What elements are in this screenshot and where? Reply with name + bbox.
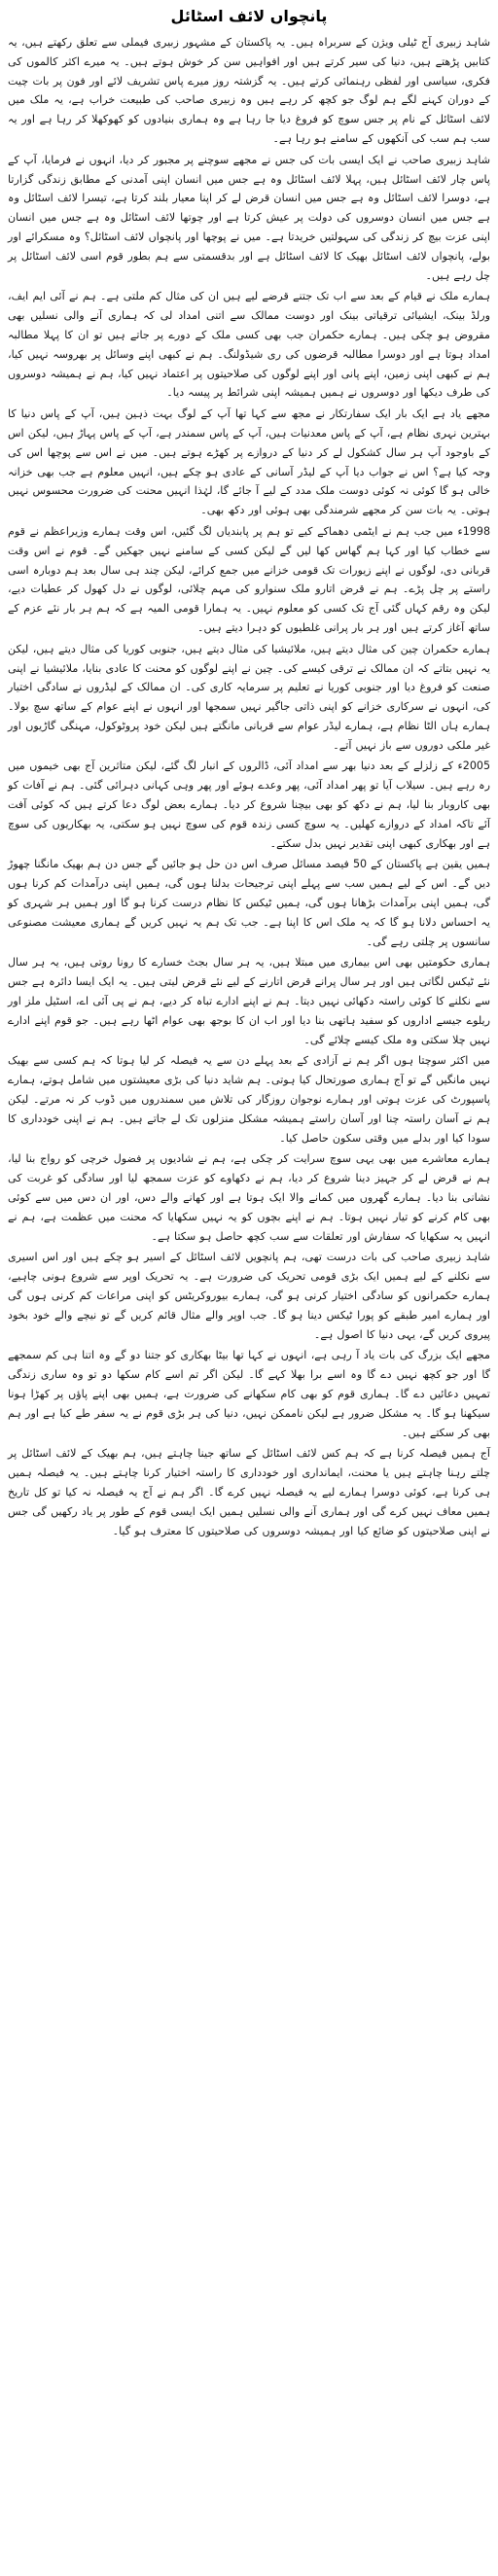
- article-paragraph: ہمیں یقین ہے پاکستان کے 50 فیصد مسائل صرف اس دن حل ہو جائیں گے جس دن ہم بھیک مانگنا چھوڑ دیں گے۔ اس کے لیے ہمیں سب سے پہلے اپنی ترجیحات بدلنا ہوں گی، ہمیں اپنی درآمدات کم کرنا ہوں گی، ہمیں اپنی برآمدات بڑھانا ہوں گی، ہمیں ٹیکس کا نظام درست کرنا ہو گا اور ہمیں ہر شہری کو یہ احساس دلانا ہو گا کہ یہ ملک اس کا اپنا ہے۔ جب تک ہم یہ نہیں کریں گے ہماری معیشت مصنوعی سانسوں پر چلتی رہے گی۔: [8, 858, 490, 948]
- article-paragraph: 2005ء کے زلزلے کے بعد دنیا بھر سے امداد آئی، ڈالروں کے انبار لگ گئے، لیکن متاثرین آج بھی خیموں میں رہ رہے ہیں۔ سیلاب آیا تو پھر امداد آئی، پھر وعدے ہوئے اور پھر وہی کہانی دہرائی گئی۔ ہم نے آفات کو بھی کاروبار بنا لیا، ہم نے دکھ کو بھی بیچنا شروع کر دیا۔ ہمارے بعض لوگ دعا کرتے ہیں کہ کوئی آفت آئے تاکہ امداد کے دروازے کھلیں۔ یہ سوچ کسی زندہ قوم کی سوچ نہیں ہو سکتی، یہ بھکاریوں کی سوچ ہے اور بھکاری کبھی اپنی تقدیر نہیں بدل سکتے۔: [8, 759, 490, 850]
- article-paragraph: مجھے ایک بزرگ کی بات یاد آ رہی ہے، انہوں نے کہا تھا بیٹا بھکاری کو جتنا دو گے وہ اتنا ہی کم سمجھے گا اور جو کچھ نہیں دے گا وہ اسے برا بھلا کہے گا۔ لیکن اگر تم اسے کام سکھا دو تو وہ ساری زندگی تمہیں دعائیں دے گا۔ ہماری قوم کو بھی کام سکھانے کی ضرورت ہے، ہمیں بھی اپنے پاؤں پر کھڑا ہونا سیکھنا ہو گا۔ یہ مشکل ضرور ہے لیکن ناممکن نہیں، دنیا کی ہر بڑی قوم نے یہ سفر طے کیا ہے اور ہم بھی کر سکتے ہیں۔: [8, 1349, 490, 1439]
- article-paragraph: مجھے یاد ہے ایک بار ایک سفارتکار نے مجھ سے کہا تھا آپ کے لوگ بہت ذہین ہیں، آپ کے پاس دنیا کا بہترین نہری نظام ہے، آپ کے پاس معدنیات ہیں، آپ کے پاس سمندر ہے، آپ کے پاس پہاڑ ہیں، لیکن اس کے باوجود آپ ہر سال کشکول لے کر دنیا کے دروازے پر کھڑے ہوتے ہیں۔ میں نے اس سے پوچھا اس کی وجہ کیا ہے؟ اس نے جواب دیا آپ کے لیڈر آسانی کے عادی ہو چکے ہیں، انہیں معلوم ہے جب بھی خزانہ خالی ہو گا کوئی نہ کوئی دوست ملک مدد کے لیے آ جائے گا، لہٰذا انہیں محنت کی ضرورت محسوس نہیں ہوتی۔ یہ بات سن کر مجھے شرمندگی بھی ہوئی اور دکھ بھی۔: [8, 407, 490, 517]
- article-paragraph: میں اکثر سوچتا ہوں اگر ہم نے آزادی کے بعد پہلے دن سے یہ فیصلہ کر لیا ہوتا کہ ہم کسی سے بھیک نہیں مانگیں گے تو آج ہماری صورتحال کیا ہوتی۔ ہم شاید دنیا کی بڑی معیشتوں میں شامل ہوتے، ہمارے پاسپورٹ کی عزت ہوتی اور ہمارے نوجوان روزگار کی تلاش میں سمندروں میں ڈوب کر نہ مرتے۔ لیکن ہم نے آسان راستہ چنا اور آسان راستے ہمیشہ مشکل منزلوں تک لے جاتے ہیں۔ ہم نے اپنی خودداری کا سودا کیا اور بدلے میں وقتی سکون حاصل کیا۔: [8, 1054, 491, 1145]
- article-paragraph: شاہد زبیری صاحب نے ایک ایسی بات کی جس نے مجھے سوچنے پر مجبور کر دیا، انہوں نے فرمایا، آپ کے پاس چار لائف اسٹائل ہیں، پہلا لائف اسٹائل وہ ہے جس میں انسان اپنی آمدنی کے مطابق زندگی گزارتا ہے، دوسرا لائف اسٹائل وہ ہے جس میں انسان قرض لے کر اپنا معیار بلند کرتا ہے، تیسرا لائف اسٹائل وہ ہے جس میں انسان دوسروں کی دولت پر عیش کرتا ہے اور چوتھا لائف اسٹائل وہ ہے جس میں انسان اپنی عزت بیچ کر زندگی کی سہولتیں خریدتا ہے۔ میں نے پوچھا اور پانچواں لائف اسٹائل؟ وہ مسکرائے اور بولے، پانچواں لائف اسٹائل بھیک کا لائف اسٹائل ہے اور بدقسمتی سے ہم بطور قوم اسی لائف اسٹائل پر چل رہے ہیں۔: [8, 153, 490, 282]
- article-paragraph: شاہد زبیری صاحب کی بات درست تھی، ہم پانچویں لائف اسٹائل کے اسیر ہو چکے ہیں اور اس اسیری سے نکلنے کے لیے ہمیں ایک بڑی قومی تحریک کی ضرورت ہے۔ یہ تحریک اوپر سے شروع ہونی چاہیے، ہمارے حکمرانوں کو سادگی اختیار کرنی ہو گی، ہمارے بیوروکریٹس کو اپنی مراعات کم کرنی ہوں گی اور ہمارے امیر طبقے کو پورا ٹیکس دینا ہو گا۔ جب اوپر والے مثال قائم کریں گے تو نیچے والے خود بخود پیروی کریں گے، یہی دنیا کا اصول ہے۔: [8, 1251, 490, 1341]
- article-paragraph: ہمارے معاشرے میں بھی یہی سوچ سرایت کر چکی ہے، ہم نے شادیوں پر فضول خرچی کو رواج بنا لیا، ہم نے قرض لے کر جہیز دینا شروع کر دیا، ہم نے دکھاوے کو عزت سمجھ لیا اور سادگی کو غربت کی نشانی بنا دیا۔ ہمارے گھروں میں کمانے والا ایک ہوتا ہے اور کھانے والے دس، اور ان دس میں سے کوئی بھی کام کرنے کو تیار نہیں ہوتا۔ ہم نے اپنے بچوں کو یہ نہیں سکھایا کہ محنت میں عظمت ہے، ہم نے انہیں یہ سکھایا کہ سفارش اور تعلقات سے سب کچھ حاصل ہو سکتا ہے۔: [8, 1152, 490, 1243]
- article-paragraph: شاہد زبیری آج ٹیلی ویژن کے سربراہ ہیں۔ یہ پاکستان کے مشہور زبیری فیملی سے تعلق رکھتے ہیں، یہ کتابیں پڑھتے ہیں، دنیا کی سیر کرتے ہیں اور افواہیں سن کر خوش ہوتے ہیں۔ یہ میرے اکثر کالموں کی فکری، سیاسی اور لفظی رہنمائی کرتے ہیں۔ یہ گزشتہ روز میرے پاس تشریف لائے اور فون پر بات چیت کے دوران کہنے لگے ہم لوگ جو کچھ کر رہے ہیں وہ زبیری صاحب کی طبیعت خراب ہے، یہ ملک میں لائف اسٹائل کے نام پر جس سوچ کو فروغ دیا جا رہا ہے وہ ہماری بنیادوں کو کھوکھلا کر رہا ہے اور یہ سب ہم سب کی آنکھوں کے سامنے ہو رہا ہے۔: [8, 36, 490, 145]
- article-body: [8, 33, 490, 1540]
- article-paragraph: آج ہمیں فیصلہ کرنا ہے کہ ہم کس لائف اسٹائل کے ساتھ جینا چاہتے ہیں، ہم بھیک کے لائف اسٹائل پر چلتے رہنا چاہتے ہیں یا محنت، ایمانداری اور خودداری کا راستہ اختیار کرنا چاہتے ہیں۔ یہ فیصلہ ہمیں ہی کرنا ہے، کوئی دوسرا ہمارے لیے یہ فیصلہ نہیں کرے گا۔ اگر ہم نے آج یہ فیصلہ نہ کیا تو کل تاریخ ہمیں معاف نہیں کرے گی اور ہماری آنے والی نسلیں ہمیں ایک ایسی قوم کے طور پر یاد رکھیں گی جس نے اپنی صلاحیتوں کو ضائع کیا اور ہمیشہ دوسروں کی صلاحیتوں کا معترف ہو گیا۔: [8, 1447, 490, 1537]
- article-paragraph: 1998ء میں جب ہم نے ایٹمی دھماکے کیے تو ہم پر پابندیاں لگ گئیں، اس وقت ہمارے وزیراعظم نے قوم سے خطاب کیا اور کہا ہم گھاس کھا لیں گے لیکن کسی کے سامنے نہیں جھکیں گے۔ قوم نے اس وقت قربانی دی، لوگوں نے اپنے زیورات تک قومی خزانے میں جمع کرائے، لیکن چند ہی سال بعد ہم دوبارہ اسی راستے پر چل پڑے۔ ہم نے قرض اتارو ملک سنوارو کی مہم چلائی، لوگوں نے دل کھول کر عطیات دیے، لیکن وہ رقم کہاں گئی آج تک کسی کو معلوم نہیں۔ یہ ہمارا قومی المیہ ہے کہ ہم ہر بار نئے عزم کے ساتھ آغاز کرتے ہیں اور ہر بار پرانی غلطیوں کو دہرا دیتے ہیں۔: [8, 524, 490, 634]
- article-title: پانچواں لائف اسٹائل: [170, 7, 328, 25]
- article-paragraph: ہمارے حکمران چین کی مثال دیتے ہیں، ملائیشیا کی مثال دیتے ہیں، جنوبی کوریا کی مثال دیتے ہیں، لیکن یہ نہیں بتاتے کہ ان ممالک نے ترقی کیسے کی۔ چین نے اپنے لوگوں کو محنت کا عادی بنایا، ملائیشیا نے اپنی صنعت کو فروغ دیا اور جنوبی کوریا نے تعلیم پر سرمایہ کاری کی۔ ان ممالک کے لیڈروں نے سادگی اختیار کی، انہوں نے سرکاری خزانے کو اپنی ذاتی جاگیر نہیں سمجھا اور انہوں نے اپنے عوام کے ساتھ سچ بولا۔ ہمارے ہاں الٹا نظام ہے، ہمارے لیڈر عوام سے قربانی مانگتے ہیں لیکن خود پروٹوکول، مہنگی گاڑیوں اور غیر ملکی دوروں سے باز نہیں آتے۔: [8, 642, 490, 752]
- article-paragraph: ہمارے ملک نے قیام کے بعد سے اب تک جتنے قرضے لیے ہیں ان کی مثال کم ملتی ہے۔ ہم نے آئی ایم ایف، ورلڈ بینک، ایشیائی ترقیاتی بینک اور دوست ممالک سے اتنی امداد لی کہ ہماری آنے والی نسلیں بھی مقروض ہو چکی ہیں۔ ہمارے حکمران جب بھی کسی ملک کے دورے پر جاتے ہیں تو ان کا پہلا مطالبہ امداد ہوتا ہے اور دوسرا مطالبہ قرضوں کی ری شیڈولنگ۔ ہم نے کبھی اپنے وسائل پر بھروسہ نہیں کیا، ہم نے کبھی اپنی زمین، اپنے پانی اور اپنے لوگوں کی صلاحیتوں پر اعتماد نہیں کیا، ہم نے ہمیشہ دوسروں کی طرف دیکھا اور دوسروں نے ہمیں ہمیشہ اپنی شرائط پر پیسہ دیا۔: [8, 290, 490, 400]
- article-paragraph: ہماری حکومتیں بھی اس بیماری میں مبتلا ہیں، یہ ہر سال بجٹ خسارے کا رونا روتی ہیں، یہ ہر سال نئے ٹیکس لگاتی ہیں اور ہر سال پرانے قرض اتارنے کے لیے نئے قرض لیتی ہیں۔ یہ ایک ایسا دائرہ ہے جس سے نکلنے کا کوئی راستہ دکھائی نہیں دیتا۔ ہم نے اپنے ادارے تباہ کر دیے، ہم نے پی آئی اے، اسٹیل ملز اور ریلوے جیسے اداروں کو سفید ہاتھی بنا دیا اور اب ان کا بوجھ بھی عوام اٹھا رہے ہیں۔ جو قوم اپنے ادارے نہیں چلا سکتی وہ ملک کیسے چلائے گی۔: [8, 956, 490, 1046]
